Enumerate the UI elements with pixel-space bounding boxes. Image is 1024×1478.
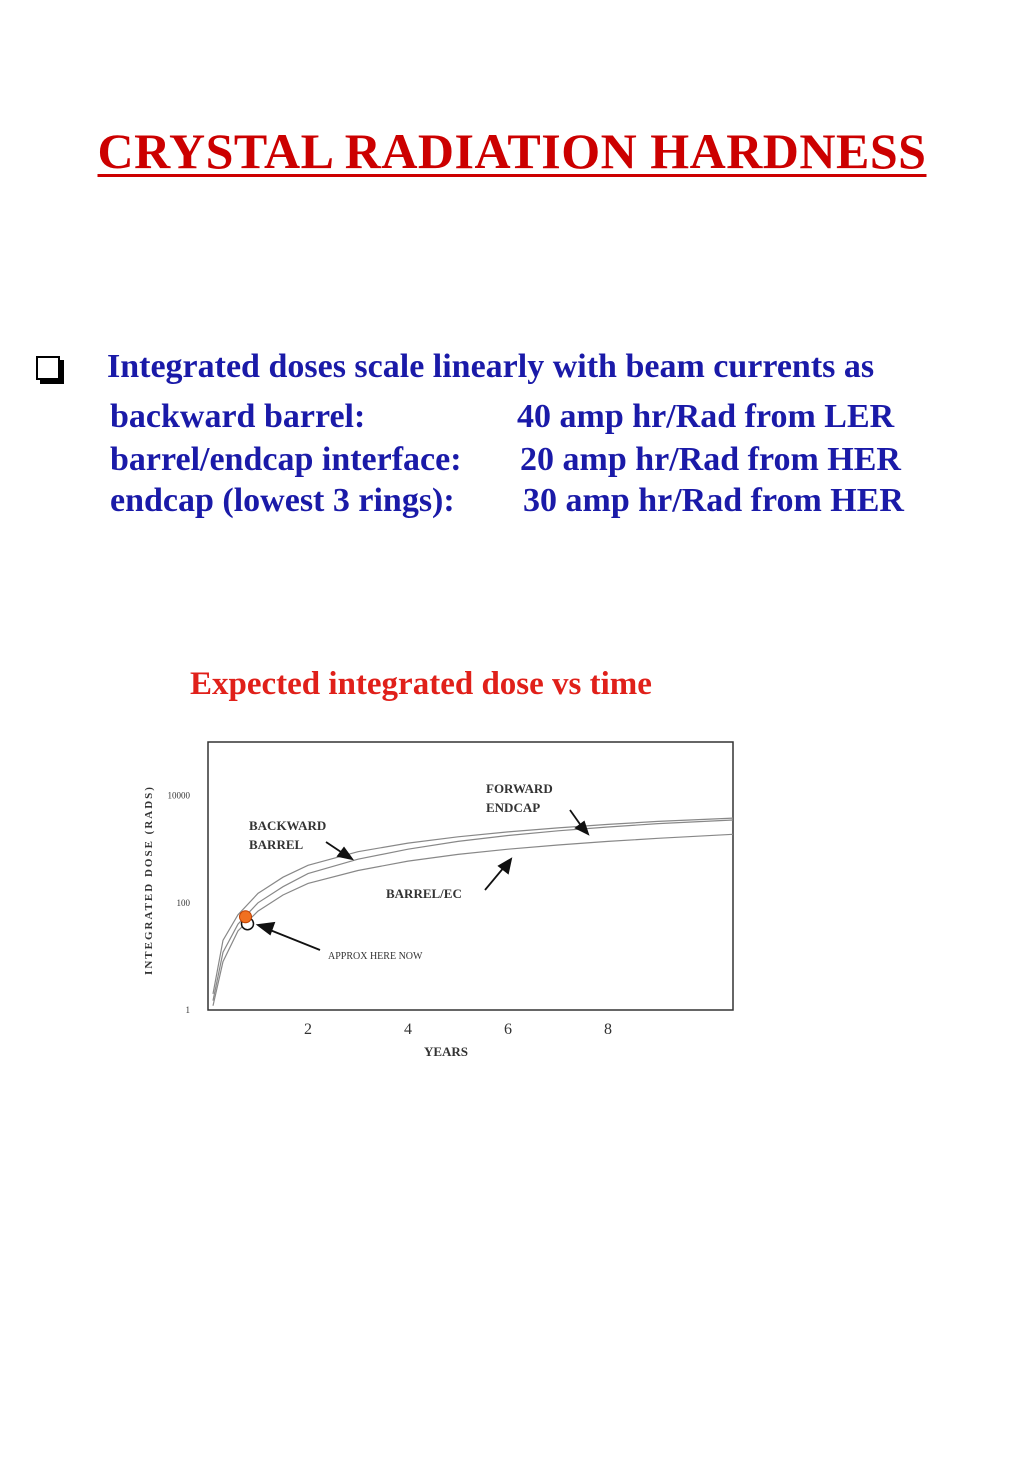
- annotation-line: BACKWARD: [249, 818, 327, 833]
- series-line-2: [213, 834, 733, 1006]
- x-tick-label: 8: [604, 1021, 612, 1038]
- arrow-head-icon: [258, 923, 274, 934]
- y-tick-label: 100: [176, 897, 190, 908]
- page-title: CRYSTAL RADIATION HARDNESS: [97, 123, 927, 179]
- dose-row-value: 30 amp hr/Rad from HER: [523, 482, 904, 519]
- x-tick-label: 6: [504, 1021, 512, 1038]
- y-tick-label: 1: [185, 1005, 190, 1015]
- dose-chart: [130, 730, 750, 1080]
- dose-row-barrel-endcap: [110, 441, 901, 479]
- annotation-line: ENDCAP: [486, 800, 541, 815]
- arrow-barrel-ec: [485, 866, 505, 890]
- annotation-line: BARREL: [249, 837, 304, 852]
- dose-row-value: 20 amp hr/Rad from HER: [520, 441, 901, 478]
- y-axis-label: INTEGRATED DOSE (RADS): [143, 785, 155, 975]
- checkbox-bullet-icon: [36, 356, 60, 380]
- dose-row-label: backward barrel:: [110, 398, 366, 435]
- arrow-approx-here-now: [270, 930, 320, 950]
- x-tick-label: 2: [304, 1021, 312, 1038]
- bullet-text: Integrated doses scale linearly with beam currents as: [107, 348, 875, 385]
- chart-ticks: [168, 791, 613, 1038]
- chart-caption: Expected integrated dose vs time: [190, 666, 652, 702]
- annotation-approx-here-now: APPROX HERE NOW: [328, 951, 423, 962]
- arrow-head-icon: [576, 822, 588, 834]
- dose-row-backward-barrel: [110, 398, 895, 436]
- annotation-barrel-ec: BARREL/EC: [386, 886, 462, 901]
- dose-row-label: endcap (lowest 3 rings):: [110, 482, 455, 519]
- current-position-marker: [240, 911, 252, 923]
- dose-row-endcap: [110, 482, 904, 520]
- x-tick-label: 4: [404, 1021, 412, 1038]
- annotation-line: FORWARD: [486, 781, 553, 796]
- annotation-forward-endcap: [486, 781, 556, 815]
- dose-row-label: barrel/endcap interface:: [110, 441, 462, 478]
- y-tick-label: 10000: [167, 790, 190, 801]
- annotation-backward-barrel: [249, 818, 330, 852]
- x-axis-label: YEARS: [423, 1044, 469, 1059]
- dose-row-value: 40 amp hr/Rad from LER: [517, 398, 895, 435]
